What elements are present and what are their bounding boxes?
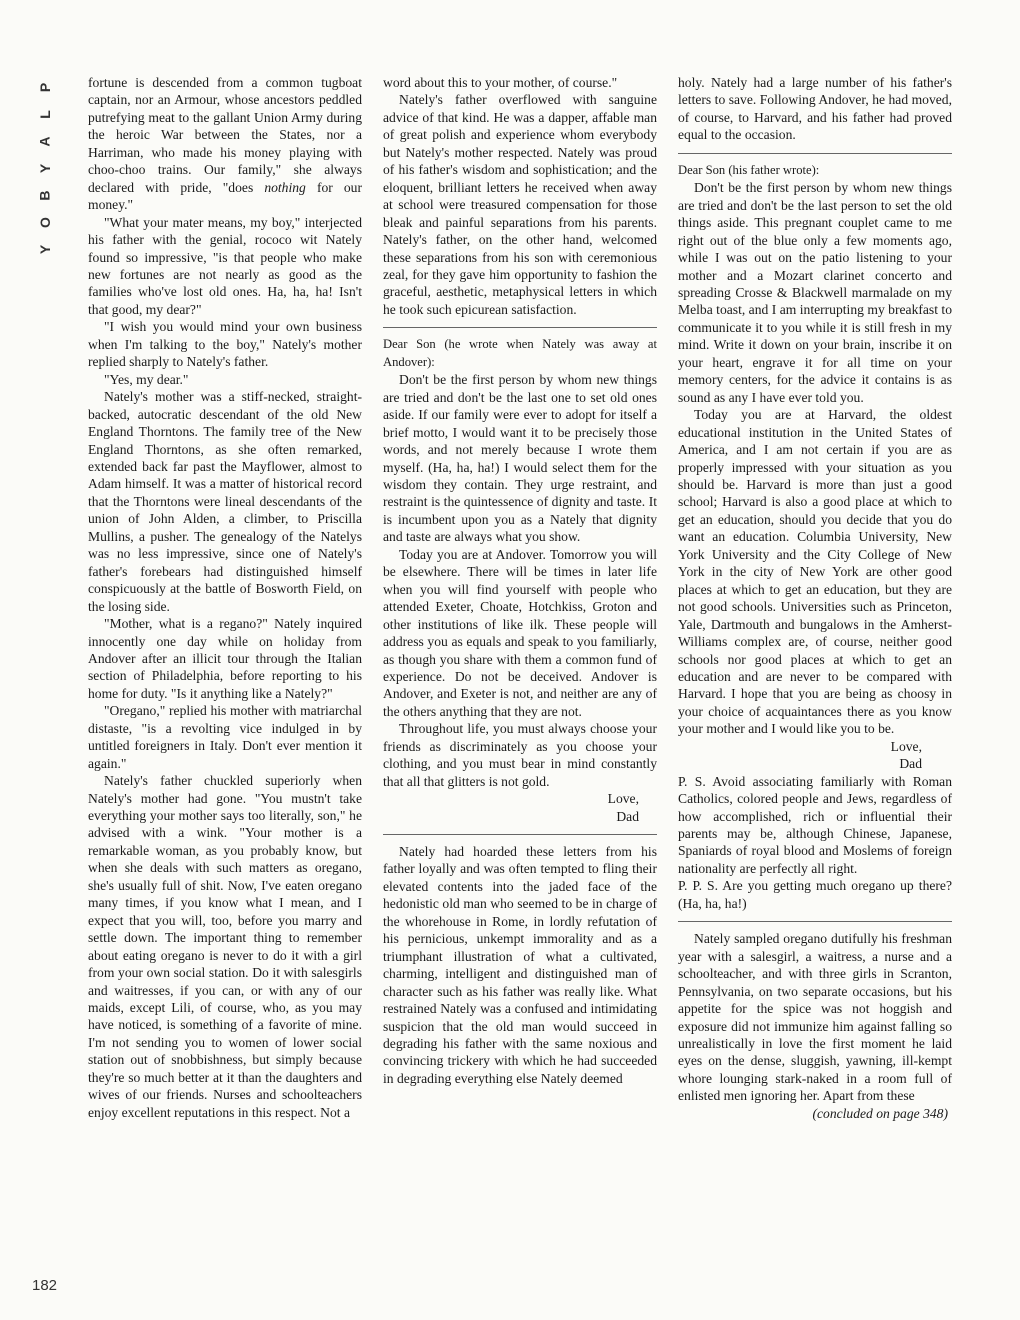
- letter-paragraph: Today you are at Harvard, the oldest educational institution in the United States of America, and I am not certain if you are as properly impressed with your situation as you should be. Harvard is more than just a good school; Harvard is also a good place at which to get an education, should you decide that you do want an education. Columbia University, New York University and the City College of New York in the city of New York are other good places at which to get an education, but they are not good schools. Universities such as Princeton, Yale, Dartmouth and bungalows in the Amherst-Williams complex are, of course, neither good schools nor good places at which to get an education and are never to be compared with Harvard. I hope that you are being as choosy in your choice of acquaintances there as you know your mother and I would like you to be.: [678, 407, 952, 737]
- page-number: 182: [32, 1277, 58, 1294]
- paragraph: word about this to your mother, of course.": [383, 75, 618, 90]
- letter-signature: Dad: [899, 756, 922, 772]
- continuation-note: (concluded on page 348): [812, 1105, 948, 1121]
- section-divider: [383, 327, 657, 328]
- letter-paragraph: Don't be the first person by whom new things are tried and don't be the last person to set the old things aside. This pregnant couplet came to me right out of the blue only a few moments ago, while I was out on the patio listening to your mother and a Mozart clarinet concerto and spreading Crosse & Blackwell marmalade on my Melba toast, and I am interrupting my breakfast to communicate it to you while it is still fresh in my mind. Write it down on your brain, inscribe it on your heart, engrave it for all time on your memory centers, for the advice it contains is as sound as any I have ever told you.: [678, 180, 952, 405]
- letter-salutation: Dear Son (he wrote when Nately was away at Andover):: [383, 337, 657, 369]
- running-head-letter: B: [36, 190, 53, 201]
- paragraph: Nately's father overflowed with sanguine advice of that kind. He was a dapper, affable man of great polish and experience whom everybody but Nately's mother respected. Nately was proud of his father's wisdom and sophistication; and the eloquent, brilliant letters he received when away at school were treasured compensation for those bleak and painful separations from his parents. Nately's father, on the other hand, welcomed these separations from his son with ceremonious zeal, for they gave him opportunity to fashion the graceful, aesthetic, metaphysical letters in which he took such epicurean satisfaction.: [383, 92, 657, 317]
- text-column-3: [678, 74, 952, 1122]
- paragraph: Nately's mother was a stiff-necked, straight-backed, autocratic descendant of the old New England Thorntons. The family tree of the New England Thorntons, as she often remarked, extended back far past the Mayflower, almost to Adam himself. It was a matter of historical record that the Thorntons were lineal descendants of the union of John Alden, a climber, to Priscilla Mullins, a pusher. The genealogy of the Natelys was no less impressive, since one of Nately's father's forebears had distinguished himself conspicuously at the battle of Bosworth Field, on the losing side.: [88, 389, 362, 614]
- paragraph: "Yes, my dear.": [104, 371, 189, 387]
- letter-paragraph: Today you are at Andover. Tomorrow you will be elsewhere. There will be times in later life when you will find yourself with people who attended Exeter, Choate, Hotchkiss, Groton and other institutions of like ilk. These people will address you as equals and speak to you familiarly, as though you share with them a common fund of experience. Do not be deceived. Andover is Andover, and Exeter is not, and neither are any of the others anything that they are not.: [383, 546, 657, 719]
- running-head-letter: A: [36, 136, 53, 147]
- letter-closing: Love,: [890, 738, 922, 754]
- emphasis: nothing: [264, 179, 306, 195]
- letter-closing: Love,: [607, 791, 639, 807]
- letter-paragraph: Throughout life, you must always choose your friends as discriminately as you choose your clothing, and you must bear in mind constantly that all that glitters is not gold.: [383, 721, 657, 789]
- letter-paragraph: Don't be the first person by whom new things are tried and don't be the last one to set old ones aside. If our family were ever to adopt for itself a brief motto, I would want it to be precisely those words, and not merely because I wrote them myself. (Ha, ha, ha!) I would select them for the wisdom they contain. They urge restraint, and restraint is the quintessence of dignity and taste. It is incumbent upon you as a Nately that dignity and taste are always what you show.: [383, 372, 657, 545]
- text-column-1: [88, 74, 362, 1121]
- running-head-letter: L: [36, 110, 53, 119]
- paragraph: "I wish you would mind your own business when I'm talking to the boy," Nately's mother replied sharply to Nately's father.: [88, 319, 362, 370]
- paragraph: "Mother, what is a regano?" Nately inquired innocently one day while on holiday from Andover after an illicit tour through the Italian section of Philadelphia, before reporting to his home for duty. "Is it anything like a Nately?": [88, 616, 362, 701]
- paragraph: Nately sampled oregano dutifully his freshman year with a salesgirl, a waitress, a nurse and a schoolteacher, and with three girls in Scranton, Pennsylvania, on two separate occasions, but his appetite for the spice was not hoggish and exposure did not immunize him against falling so unrealistically in love the first moment he laid eyes on the dense, sluggish, yawning, ill-kempt whore lounging stark-naked in a room full of enlisted men ignoring her. Apart from these: [678, 931, 952, 1104]
- paragraph: Nately's father chuckled superiorly when Nately's mother had gone. "You mustn't take everything your mother says too literally, son," he advised with a wink. "Your mother is a remarkable woman, as you probably know, but when she deals with such matters as oregano, she's usually full of shit. Now, I've eaten oregano many times, if you know what I mean, and I expect that you will, too, before you marry and settle down. The important thing to remember about eating oregano is never to do it with a girl from your own social station. Do it with salesgirls and waitresses, if you can, or with any of our maids, except Lili, of course, who, as you may have noticed, is something of a favorite of mine. I'm not sending you to women of lower social station out of snobbishness, but simply because they're so much better at it than the daughters and wives of our friends. Nurses and schoolteachers enjoy excellent reputations in this respect. Not a: [88, 773, 362, 1120]
- running-head-letter: Y: [36, 244, 53, 255]
- paragraph: fortune is descended from a common tugboat captain, nor an Armour, whose ancestors peddled putrefying meat to the gallant Union Army during the heroic War between the States, nor a Harriman, who made his money playing with choo-choo trains. Our family," she always declared with pride, "does nothing for our money.": [88, 75, 362, 213]
- running-head-letter: O: [36, 217, 53, 228]
- running-head-letter: P: [36, 82, 53, 93]
- paragraph: "Oregano," replied his mother with matriarchal distaste, "is a revolting vice indulged in by untitled foreigners in Italy. Don't ever mention it again.": [88, 703, 362, 771]
- running-head-letter: Y: [36, 163, 53, 174]
- section-divider: [383, 834, 657, 835]
- letter-postscript: P. S. Avoid associating familiarly with Roman Catholics, colored people and Jews, regardless of how accomplished, rich or influential their parents may be, although Chinese, Japanese, Spaniards of royal blood and Moslems of foreign nationality are perfectly all right.: [678, 773, 952, 876]
- section-divider: [678, 153, 952, 154]
- letter-signature: Dad: [616, 808, 639, 824]
- paragraph: holy. Nately had a large number of his father's letters to save. Following Andover, he had moved, of course, to Harvard, and his father had proved equal to the occasion.: [678, 75, 952, 143]
- magazine-running-head: [36, 74, 53, 263]
- section-divider: [678, 921, 952, 922]
- letter-salutation: Dear Son (his father wrote):: [678, 162, 820, 177]
- paragraph: Nately had hoarded these letters from his father loyally and was often tempted to fling their elevated contents into the jaded face of the hedonistic old man who seemed to be in charge of the whorehouse in Rome, in lordly refutation of his pernicious, unkempt immorality and as a triumphant illustration of what a cultivated, charming, intelligent and distinguished man of character such as his father was really like. What restrained Nately was a confused and intimidating suspicion that the old man would succeed in degrading his father with the same noxious and convincing trickery with which he had succeeded in degrading everything else Nately deemed: [383, 844, 657, 1086]
- letter-postscript: P. P. S. Are you getting much oregano up there? (Ha, ha, ha!): [678, 878, 952, 911]
- text-column-2: [383, 74, 657, 1087]
- paragraph: "What your mater means, my boy," interjected his father with the genial, rococo wit Nately found so impressive, "is that people who make new fortunes are not nearly as good as the families who've lost old ones. Ha, ha, ha! Isn't that good, my dear?": [88, 214, 362, 317]
